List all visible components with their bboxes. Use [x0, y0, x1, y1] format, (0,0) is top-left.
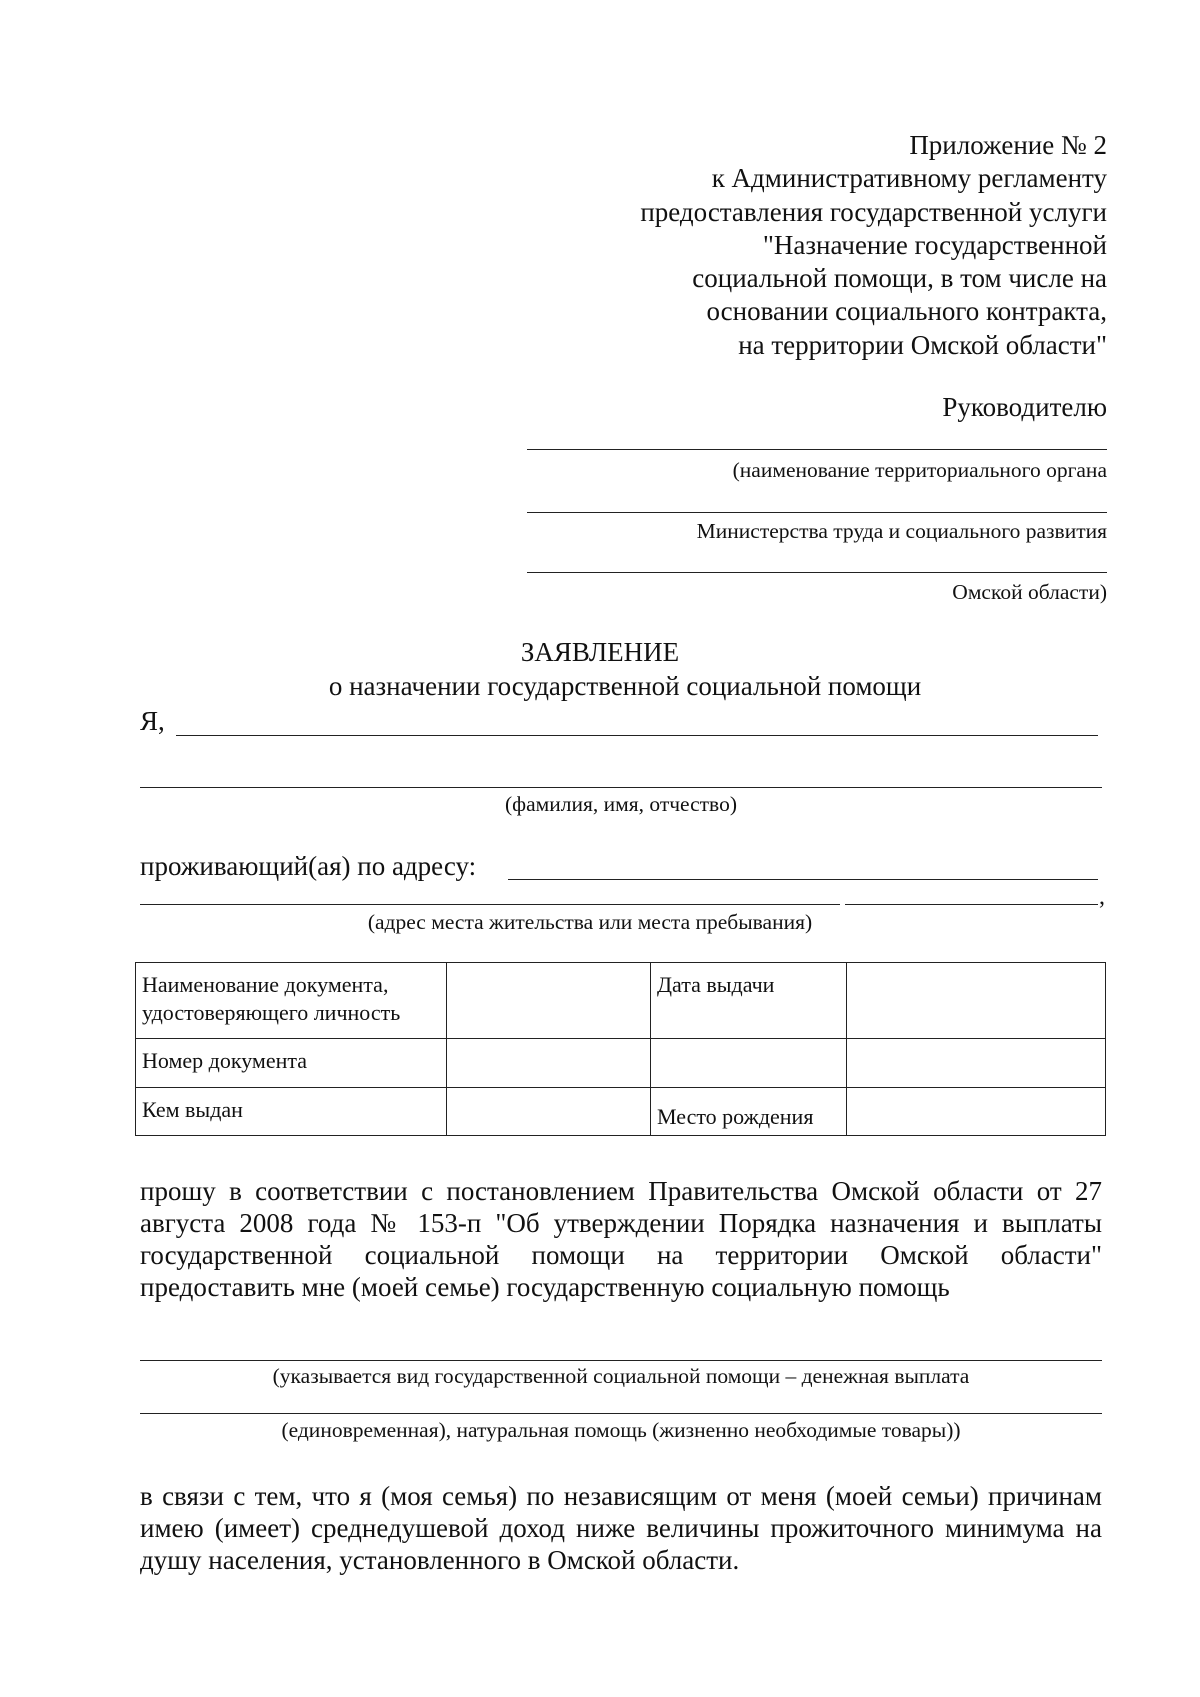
issue-date-cell[interactable] — [847, 963, 1106, 1039]
address-line-2b[interactable] — [845, 904, 1098, 905]
issue-date-label: Дата выдачи — [651, 963, 847, 1039]
appendix-line: к Административному регламенту — [711, 163, 1107, 194]
addressee-field-line-1[interactable] — [527, 449, 1107, 450]
birthplace-cell[interactable] — [847, 1088, 1106, 1136]
addressee-caption-1: (наименование территориального органа — [732, 458, 1107, 482]
aid-type-caption-1: (указывается вид государственной социальной помощи – денежная выплата — [272, 1364, 970, 1388]
applicant-name-line-2[interactable] — [140, 787, 1102, 788]
name-caption: (фамилия, имя, отчество) — [505, 792, 737, 816]
address-label: проживающий(ая) по адресу: — [140, 851, 477, 881]
appendix-line: "Назначение государственной — [762, 229, 1107, 260]
empty-cell[interactable] — [651, 1039, 847, 1088]
doc-name-label: Наименование документа, удостоверяющего личность — [136, 963, 447, 1039]
applicant-prefix: Я, — [140, 706, 165, 736]
address-trailing-comma: , — [1099, 884, 1105, 910]
appendix-line: на территории Омской области" — [738, 329, 1107, 360]
addressee-caption-2: Министерства труда и социального развития — [696, 519, 1107, 543]
addressee-title: Руководителю — [942, 392, 1107, 422]
appendix-line: основании социального контракта, — [706, 296, 1107, 327]
aid-type-line-2[interactable] — [140, 1413, 1102, 1414]
address-line-2a[interactable] — [140, 904, 840, 905]
identity-document-table — [135, 962, 1106, 1136]
document-subtitle: о назначении государственной социальной помощи — [328, 671, 922, 701]
appendix-line: Приложение № 2 — [909, 130, 1107, 160]
aid-type-line-1[interactable] — [140, 1360, 1102, 1361]
issued-by-label: Кем выдан — [136, 1088, 447, 1136]
addressee-field-line-2[interactable] — [527, 512, 1107, 513]
appendix-line: социальной помощи, в том числе на — [692, 263, 1107, 294]
issued-by-cell[interactable] — [447, 1088, 651, 1136]
aid-type-caption-2: (единовременная), натуральная помощь (жизненно необходимые товары)) — [281, 1418, 961, 1442]
document-title: ЗАЯВЛЕНИЕ — [520, 637, 680, 667]
doc-number-cell[interactable] — [447, 1039, 651, 1088]
appendix-line: предоставления государственной услуги — [640, 196, 1107, 227]
reason-paragraph: в связи с тем, что я (моя семья) по независящим от меня (моей семьи) причинам имею (имеет) среднедушевой доход ниже величины прожиточного минимума на душу населения, установленного в Омской области. — [140, 1481, 1102, 1575]
address-caption: (адрес места жительства или места пребывания) — [367, 910, 813, 934]
request-paragraph: прошу в соответствии с постановлением Правительства Омской области от 27 августа 2008 года № 153-п "Об утверждении Порядка назначения и выплаты государственной социальной помощи на территории Омской области" предоставить мне (моей семье) государственную социальную помощь — [140, 1176, 1102, 1302]
table-row — [136, 963, 1106, 1039]
doc-name-cell[interactable] — [447, 963, 651, 1039]
doc-number-label: Номер документа — [136, 1039, 447, 1088]
address-line-1[interactable] — [508, 879, 1098, 880]
birthplace-label: Место рождения — [651, 1088, 847, 1136]
table-row — [136, 1039, 1106, 1088]
table-row — [136, 1088, 1106, 1136]
addressee-caption-3: Омской области) — [952, 580, 1107, 604]
applicant-name-line-1[interactable] — [176, 735, 1098, 736]
empty-cell[interactable] — [847, 1039, 1106, 1088]
appendix-header — [547, 129, 1107, 362]
addressee-field-line-3[interactable] — [527, 572, 1107, 573]
